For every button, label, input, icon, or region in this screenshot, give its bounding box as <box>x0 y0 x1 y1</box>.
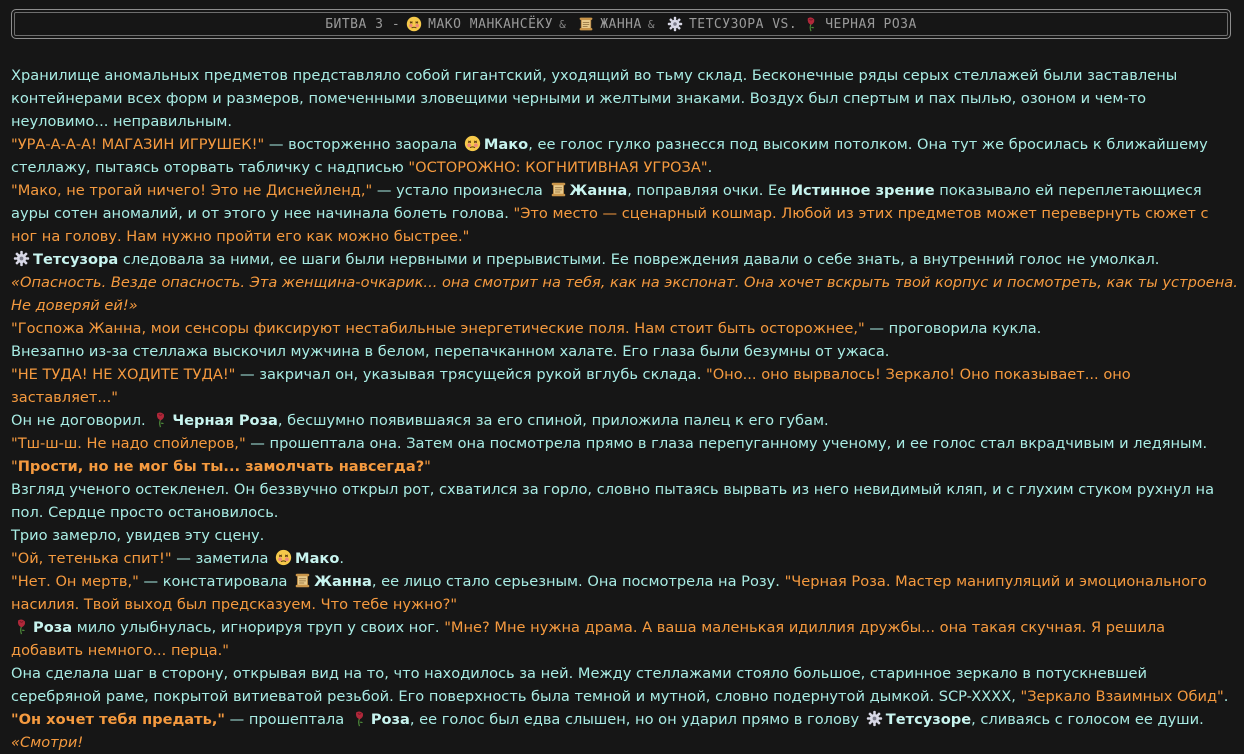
wilted-rose-icon <box>803 16 819 32</box>
battle-number: БИТВА 3 - <box>325 16 401 32</box>
paragraph: "Он хочет тебя предать," — прошептала Роза, ее голос был едва слышен, но он ударил прямо в голову Тетсузоре, сливаясь с голосом ее души. «Смотри! <box>11 711 1204 751</box>
scroll-icon <box>294 572 311 589</box>
gear-icon <box>13 250 30 267</box>
inner-voice: «Опасность. Везде опасность. Эта женщина-очкарик... она смотрит на тебя, как на экспонат. Она хочет вскрыть твой корпус и посмотреть, как ты устроена. Не доверяй ей!» <box>11 274 1238 314</box>
paragraph: "Тш-ш-ш. Не надо спойлеров," — прошептала она. Затем она посмотрела прямо в глаза перепуганному ученому, и ее голос стал вкрадчивым и ледяным. <box>11 435 1208 452</box>
paragraph: Он не договорил. Черная Роза, бесшумно появившаяся за его спиной, приложила палец к его губам. <box>11 412 829 429</box>
character-name: Жанна <box>569 182 628 199</box>
paragraph: Хранилище аномальных предметов представляло собой гигантский, уходящий во тьму склад. Бесконечные ряды серых стеллажей были заставлены контейнерами всех форм и размеров, помеченными зловещими черными и желтыми знаками. Воздух был спертым и пах пылью, озоном и чем-то неуловимо... неправильным. <box>11 67 1178 130</box>
scroll-icon <box>578 16 594 32</box>
paragraph: Тетсузора следовала за ними, ее шаги были нервными и прерывистыми. Ее повреждения давали о себе знать, а внутренний голос не умолкал. <box>11 248 1239 271</box>
paragraph: "Мако, не трогай ничего! Это не Диснейленд," — устало произнесла Жанна, поправляя очки. Ее Истинное зрение показывало ей переплетающиеся ауры сотен аномалий, и от этого у нее начинала болеть голова. "Это место — сценарный кошмар. Любой из этих предметов может перевернуть сюжет с ног на голову. Нам нужно пройти его как можно быстрее." <box>11 182 1209 245</box>
story-text <box>11 64 1239 754</box>
wilted-rose-icon <box>351 710 368 727</box>
paragraph: "Прости, но не мог бы ты... замолчать навсегда?" <box>11 458 431 475</box>
player-zhanna: ЖАННА <box>600 16 642 32</box>
ability-name: Истинное зрение <box>790 182 935 199</box>
gear-icon <box>667 16 683 32</box>
scroll-icon <box>550 181 567 198</box>
paragraph: Взгляд ученого остекленел. Он беззвучно открыл рот, схватился за горло, словно пытаясь вырвать из него невидимый кляп, и с глухим стуком рухнул на пол. Сердце просто остановилось. <box>11 481 1215 521</box>
battle-header <box>11 9 1231 39</box>
character-name: Тетсузора <box>33 251 119 268</box>
dizzy-face-icon <box>275 549 292 566</box>
gear-icon <box>866 710 883 727</box>
paragraph: Роза мило улыбнулась, игнорируя труп у своих ног. "Мне? Мне нужна драма. А ваша маленькая идиллия дружбы... она такая скучная. Я решила добавить немного... перца." <box>11 619 1166 659</box>
wilted-rose-icon <box>152 411 169 428</box>
dizzy-face-icon <box>464 135 481 152</box>
opponent-black-rose: ЧЕРНАЯ РОЗА <box>825 16 917 32</box>
ampersand: & <box>647 17 655 31</box>
character-name: Мако <box>483 136 529 153</box>
character-name: Роза <box>370 711 410 728</box>
paragraph: "Ой, тетенька спит!" — заметила Мако. <box>11 550 344 567</box>
paragraph: "УРА-А-А-А! МАГАЗИН ИГРУШЕК!" — восторженно заорала Мако, ее голос гулко разнесся под высоким потолком. Она тут же бросилась к ближайшему стеллажу, пытаясь оторвать табличку с надписью "ОСТОРОЖНО: КОГНИТИВНАЯ УГРОЗА". <box>11 136 1208 176</box>
paragraph: "Нет. Он мертв," — констатировала Жанна, ее лицо стало серьезным. Она посмотрела на Розу. "Черная Роза. Мастер манипуляций и эмоционального насилия. Твой выход был предсказуем. Что тебе нужно?" <box>11 573 1207 613</box>
paragraph: Внезапно из-за стеллажа выскочил мужчина в белом, перепачканном халате. Его глаза были безумны от ужаса. <box>11 343 890 360</box>
player-mako: МАКО МАНКАНСЁКУ <box>428 16 554 32</box>
character-name: Черная Роза <box>172 412 278 429</box>
character-name: Роза <box>33 619 73 636</box>
character-name: Мако <box>295 550 340 567</box>
paragraph: "НЕ ТУДА! НЕ ХОДИТЕ ТУДА!" — закричал он, указывая трясущейся рукой вглубь склада. "Оно... оно вырвалось! Зеркало! Оно показывает... оно заставляет..." <box>11 366 1131 406</box>
paragraph: Трио замерло, увидев эту сцену. <box>11 527 265 544</box>
player-tetsuzora: ТЕТСУЗОРА VS. <box>688 16 798 32</box>
ampersand: & <box>559 17 567 31</box>
wilted-rose-icon <box>13 618 30 635</box>
paragraph: "Госпожа Жанна, мои сенсоры фиксируют нестабильные энергетические поля. Нам стоит быть осторожнее," — проговорила кукла. <box>11 320 1042 337</box>
paragraph: Она сделала шаг в сторону, открывая вид на то, что находилось за ней. Между стеллажами стояло большое, старинное зеркало в потускневшей серебряной раме, покрытой витиеватой резьбой. Его поверхность была темной и мутной, словно подернутой дымкой. SCP-XXXX, "Зеркало Взаимных Обид". <box>11 665 1229 705</box>
character-name: Тетсузоре <box>885 711 972 728</box>
character-name: Жанна <box>314 573 372 590</box>
dizzy-face-icon <box>406 16 422 32</box>
